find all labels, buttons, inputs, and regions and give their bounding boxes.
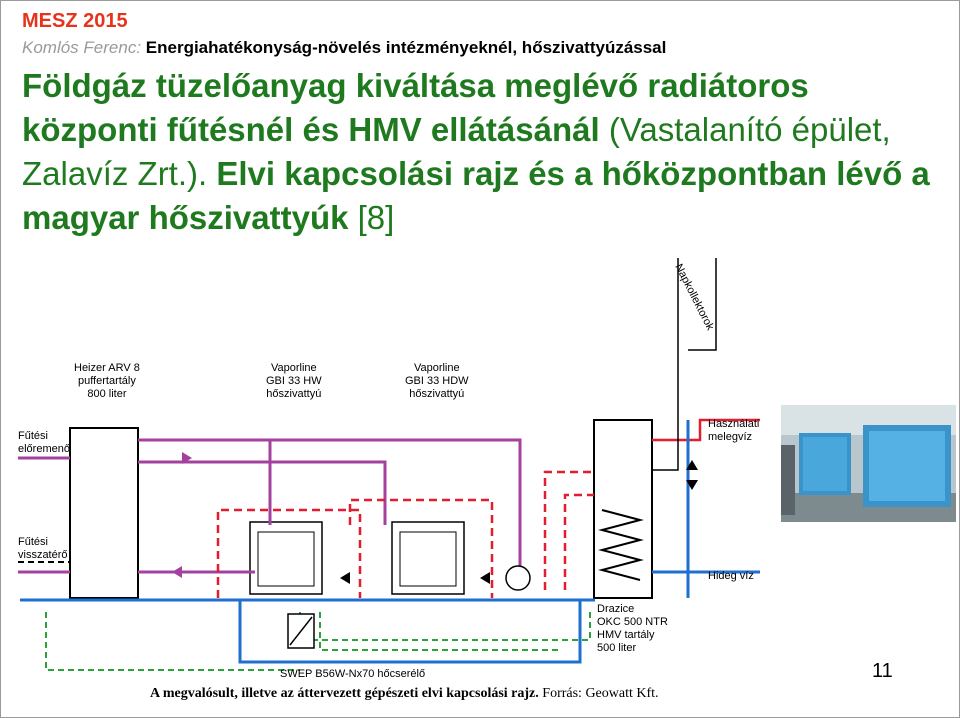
heat-exchanger-label: SWEP B56W-Nx70 hőcserélő bbox=[280, 668, 426, 680]
flow-return-label: Fűtési visszatérő bbox=[18, 536, 68, 561]
heat-pump-2-label: Vaporline GBI 33 HDW hőszivattyú bbox=[405, 362, 469, 400]
dhw-tank-label: Drazice OKC 500 NTR HMV tartály 500 liter bbox=[597, 603, 668, 654]
heat-pump-2 bbox=[392, 522, 464, 594]
heat-pump-photo bbox=[781, 405, 956, 522]
page-number: 11 bbox=[872, 660, 893, 682]
title-normal-1: (Vastalanító épület, Zalavíz Zrt.). bbox=[22, 111, 891, 192]
heat-pump-1-label: Vaporline GBI 33 HW hőszivattyú bbox=[266, 362, 322, 400]
solar-collectors-label: Napkollektorok bbox=[672, 262, 717, 333]
cold-water-label: Hideg víz bbox=[708, 570, 754, 582]
title-normal-2: [8] bbox=[357, 199, 395, 236]
author: Komlós Ferenc: bbox=[22, 38, 142, 57]
title-bold-1: Földgáz tüzelőanyag kiváltása meglévő radiátoros központi fűtésnél és HMV ellátásánál bbox=[22, 67, 809, 148]
dhw-tank bbox=[594, 420, 652, 598]
hot-water-label: Használati melegvíz bbox=[708, 418, 760, 443]
buffer-tank-label: Heizer ARV 8 puffertartály 800 liter bbox=[74, 362, 140, 400]
flow-supply-label: Fűtési előremenő bbox=[18, 430, 70, 455]
conference-label: MESZ 2015 bbox=[22, 10, 128, 32]
figure-caption: A megvalósult, illetve az áttervezett gépészeti elvi kapcsolási rajz. Forrás: Geowatt Kft. bbox=[150, 686, 659, 701]
return-lines bbox=[218, 472, 594, 598]
dhw-coil bbox=[602, 510, 640, 580]
title-bold-2: Elvi kapcsolási rajz és a hőközpontban lévő a magyar hőszivattyúk bbox=[22, 155, 930, 236]
supply-lines bbox=[18, 440, 520, 575]
heat-pump-1 bbox=[250, 522, 322, 594]
buffer-tank bbox=[70, 428, 138, 598]
circulation-pump bbox=[506, 566, 530, 590]
topic: Energiahatékonyság-növelés intézményeknél, hőszivattyúzással bbox=[145, 38, 667, 57]
